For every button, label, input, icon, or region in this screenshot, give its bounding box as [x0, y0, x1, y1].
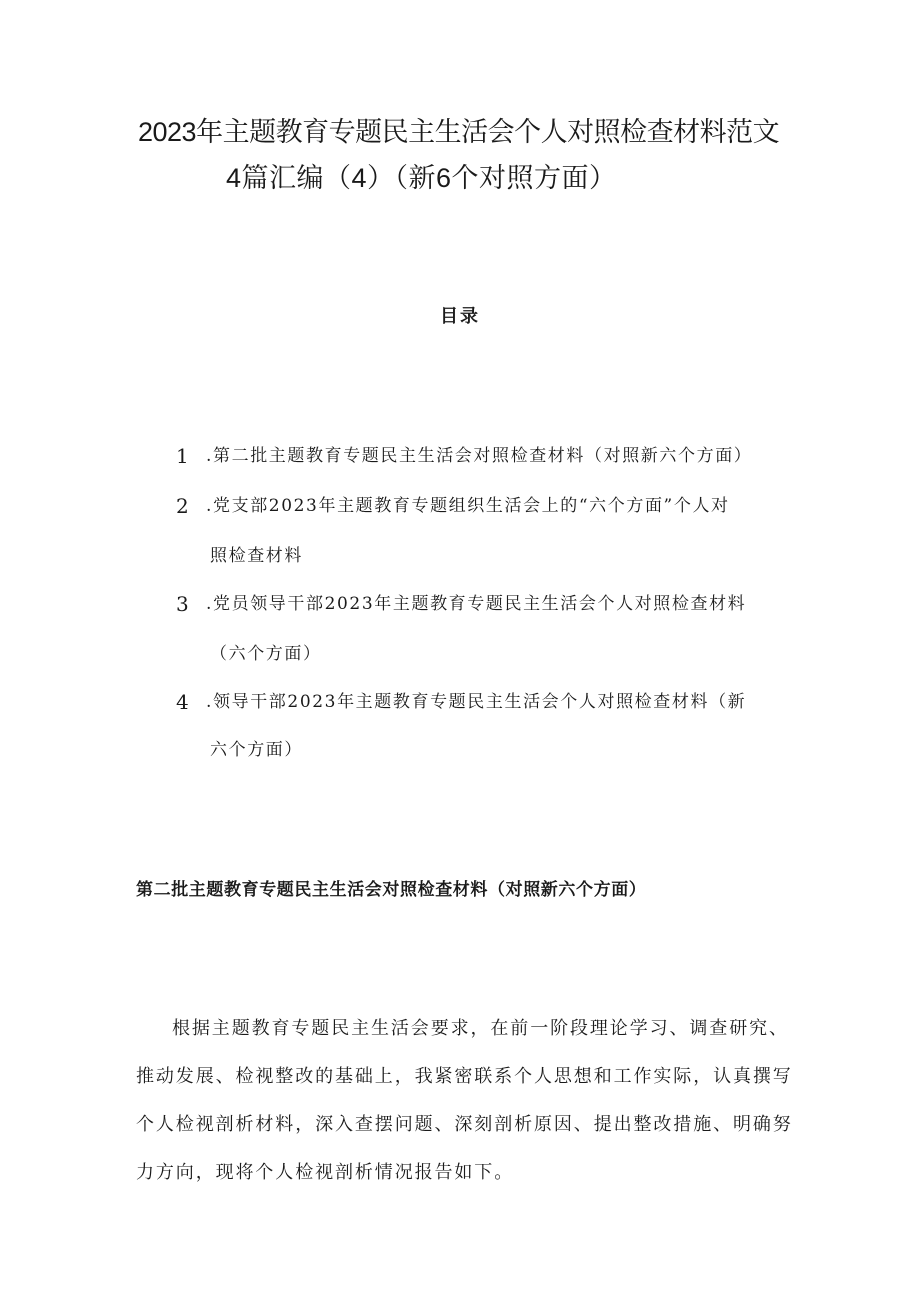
- toc-item-text: .第二批主题教育专题民主生活会对照检查材料（对照新六个方面）: [206, 446, 753, 466]
- paragraph-line: 个人检视剖析材料，深入查摆问题、深刻剖析原因、提出整改措施、明确努: [136, 1114, 793, 1135]
- toc-item-text-continued: 六个方面）: [210, 740, 303, 760]
- paragraph-line: 根据主题教育专题民主生活会要求，在前一阶段理论学习、调查研究、: [172, 1018, 789, 1039]
- toc-item-text: .领导干部2023年主题教育专题民主生活会个人对照检查材料（新: [206, 692, 747, 712]
- toc-item-text: .党员领导干部2023年主题教育专题民主生活会个人对照检查材料: [206, 594, 747, 614]
- toc-item-number: 1: [176, 444, 189, 468]
- toc-heading: 目录: [440, 306, 480, 327]
- toc-item-number: 4: [176, 690, 189, 714]
- toc-item-text-continued: （六个方面）: [210, 644, 322, 664]
- document-title-line-1: 2023年主题教育专题民主生活会个人对照检查材料范文: [138, 117, 780, 147]
- section-heading: 第二批主题教育专题民主生活会对照检查材料（对照新六个方面）: [136, 880, 647, 900]
- paragraph-line: 力方向，现将个人检视剖析情况报告如下。: [136, 1162, 515, 1183]
- toc-item-text: .党支部2023年主题教育专题组织生活会上的“六个方面”个人对: [206, 496, 730, 516]
- toc-item-text-continued: 照检查材料: [210, 546, 303, 566]
- toc-item-number: 2: [176, 494, 189, 518]
- document-title-line-2: 4篇汇编（4）（新6个对照方面）: [226, 163, 617, 193]
- toc-item-number: 3: [176, 592, 189, 616]
- paragraph-line: 推动发展、检视整改的基础上，我紧密联系个人思想和工作实际，认真撰写: [136, 1066, 793, 1087]
